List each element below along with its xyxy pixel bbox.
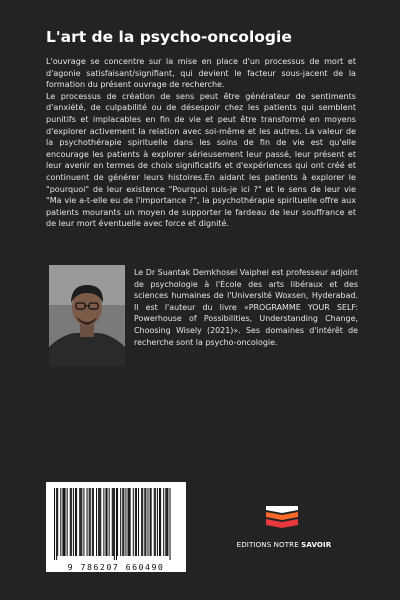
barcode-bar: [70, 488, 71, 556]
barcode-bar: [135, 488, 136, 556]
barcode-bar: [65, 488, 66, 556]
barcode-bar: [93, 488, 94, 556]
barcode-bar: [147, 488, 148, 556]
author-photo: [49, 265, 125, 367]
barcode-bar: [157, 488, 158, 556]
summary-paragraph-2: Le processus de création de sens peut être générateur de sentiments d'anxiété, de culpabilité ou de désespoir chez les patients qui semblent punitifs et implacables en fin de vie et peut être transformé en moyens d'explorer activement la relation avec soi-même et les autres. La valeur de la psychothérapie spirituelle dans les soins de fin de vie est qu'elle encourage les patients à explorer sérieusement leur passé, leur présent et leur avenir en termes de choix significatifs et d'expériences qui ont créé et continuent de générer leurs histoires.En aidant les patients à explorer le "pourquoi" de leur existence "Pourquoi suis-je ici ?" et le sens de leur vie "Ma vie a-t-elle eu de l'importance ?", la psychothérapie spirituelle offre aux patients mourants un moyen de supporter le fardeau de leur souffrance et de leur mort éventuelle avec force et dignité.: [46, 91, 356, 229]
barcode-bar: [116, 488, 117, 560]
publisher-logo: [260, 500, 304, 532]
barcode-bar: [80, 488, 81, 556]
barcode-bar: [75, 488, 76, 556]
summary-paragraph-1: L'ouvrage se concentre sur la mise en place d'un processus de mort et d'agonie satisfaisant/signifiant, qui devient le facteur sous-jacent de la formation du présent ouvrage de recherche.: [46, 57, 356, 90]
barcode-bar: [170, 488, 171, 560]
barcode-bar: [63, 488, 64, 556]
barcode-bar: [141, 488, 142, 556]
barcode-bar: [105, 488, 106, 556]
barcode-bar: [79, 488, 80, 556]
barcode-bar: [113, 488, 114, 556]
publisher-name: [233, 540, 335, 549]
barcode-bar: [117, 488, 118, 556]
author-portrait-icon: [49, 265, 125, 367]
author-bio: Le Dr Suantak Demkhosei Vaiphei est professeur adjoint de psychologie à l'École des arts libéraux et des sciences humaines de l'Université Woxsen, Hyderabad. Il est l'auteur du livre «PROGRAMME YOUR SELF: Powerhouse of Possibilities, Understanding Change, Choosing Wisely (2021)». Ses domaines d'intérêt de recherche sont la psycho-oncologie.: [134, 268, 358, 347]
barcode-bar: [128, 488, 129, 556]
barcode-bar: [165, 488, 166, 556]
barcode-bar: [103, 488, 104, 556]
barcode-bar: [90, 488, 91, 556]
barcode-bar: [112, 488, 113, 556]
barcode-bar: [130, 488, 131, 556]
barcode-bar: [100, 488, 101, 556]
publisher-name-bold: SAVOIR: [301, 540, 332, 549]
barcode-bar: [138, 488, 139, 556]
barcode-bar: [73, 488, 74, 556]
barcode-bar: [154, 488, 155, 556]
barcode-bar: [159, 488, 160, 556]
barcode-bar: [87, 488, 88, 556]
barcode-bar: [122, 488, 123, 556]
barcode-bar: [109, 488, 110, 556]
barcode-bar: [167, 488, 168, 556]
barcode-bar: [150, 488, 151, 556]
barcode-bar: [166, 488, 167, 556]
barcode-bar: [155, 488, 156, 556]
barcode-bar: [96, 488, 97, 556]
barcode-bar: [151, 488, 152, 556]
barcode-bar: [125, 488, 126, 556]
isbn-number: 9 786207 660490: [67, 562, 165, 572]
stacked-books-logo-icon: [260, 500, 304, 532]
barcode-bar: [123, 488, 124, 556]
publisher-name-regular: EDITIONS NOTRE: [236, 540, 302, 549]
barcode-bar: [81, 488, 82, 556]
isbn-barcode: [46, 482, 186, 572]
barcode-bar: [60, 488, 61, 556]
barcode-bar: [99, 488, 100, 556]
barcode-bar: [136, 488, 137, 556]
barcode-bar: [145, 488, 146, 556]
barcode-bar: [83, 488, 84, 556]
barcode-bar: [160, 488, 161, 556]
barcode-bar: [142, 488, 143, 556]
barcode-bar: [92, 488, 93, 556]
barcode-bar: [89, 488, 90, 556]
barcode-bar: [120, 488, 121, 556]
barcode-bar: [56, 488, 57, 560]
book-title: L'art de la psycho-oncologie: [46, 28, 292, 46]
barcode-bar: [98, 488, 99, 556]
barcode-bar: [144, 488, 145, 556]
back-cover-summary: [46, 56, 356, 230]
barcode-bar: [114, 488, 115, 560]
barcode-bar: [54, 488, 55, 560]
barcode-bar: [71, 488, 72, 556]
barcode-bar: [67, 488, 68, 556]
barcode-icon: [46, 482, 186, 562]
barcode-bar: [129, 488, 130, 556]
barcode-bar: [133, 488, 134, 556]
barcode-bar: [163, 488, 164, 556]
barcode-bar: [57, 488, 58, 556]
barcode-bar: [62, 488, 63, 556]
barcode-bar: [76, 488, 77, 556]
barcode-bar: [107, 488, 108, 556]
